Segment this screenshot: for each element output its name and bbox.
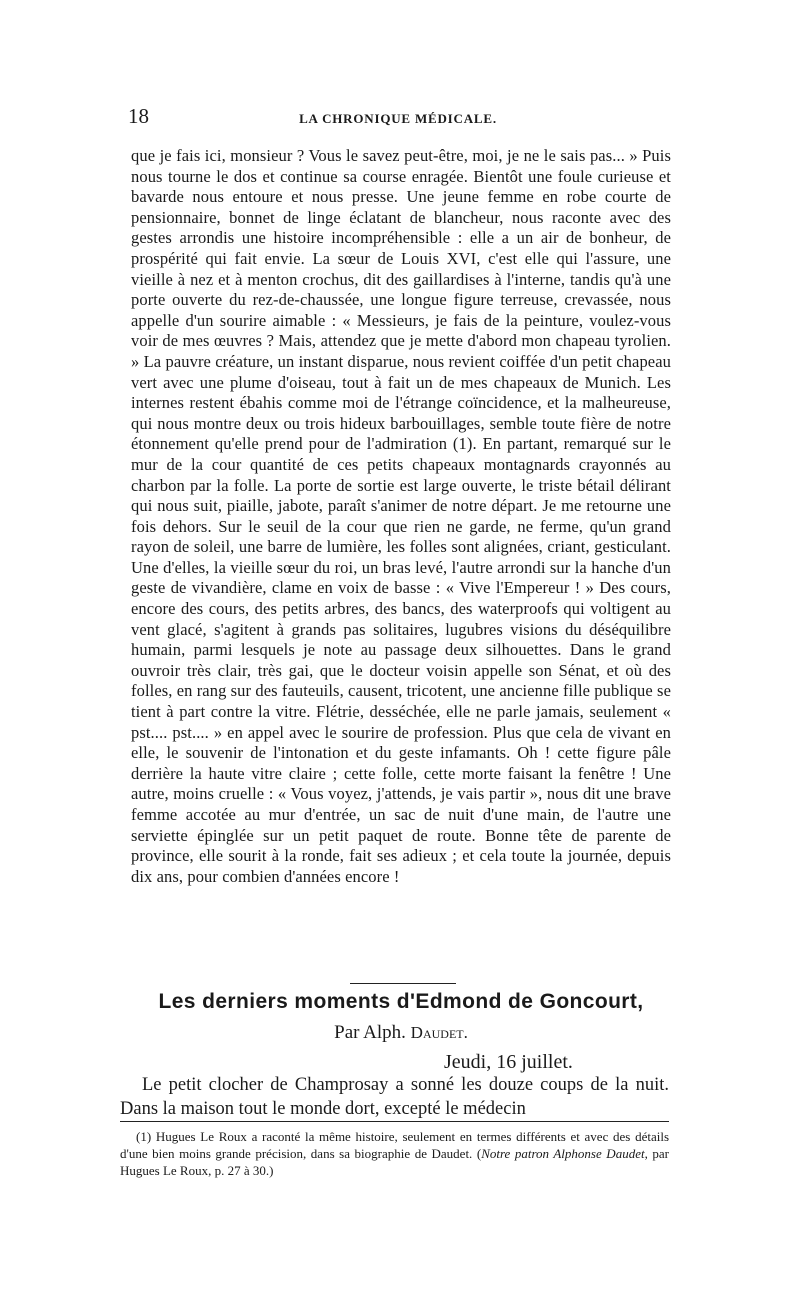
dateline: Jeudi, 16 juillet. xyxy=(444,1051,573,1073)
byline-prefix: Par Alph. xyxy=(334,1022,406,1043)
body-text-part-2: . En partant, remarqué sur le mur de la cour quantité de ces petits chapeaux montagnards crayonnés au charbon par la folle. La porte de sortie est large ouverte, le triste bétail délirant qui nous suit, piaille, jabote, paraît s'animer de notre départ. Je me retourne une fois dehors. Sur le seuil de la cour que rien ne garde, ne ferme, qu'un grand rayon de soleil, une barre de lumière, les folles sont alignées, criant, gesticulant. Une d'elles, la vieille sœur du roi, un bras levé, l'autre arrondi sur la hanche d'un geste de vivandière, clame en voix de basse : « Vive l'Empereur ! » Des cours, encore des cours, des petits arbres, des bancs, des waterproofs qui voltigent au vent glacé, s'agitent à grands pas solitaires, lugubres visions du déséquilibre humain, parmi lesquels je note au passage deux silhouettes. Dans le grand ouvroir très clair, très gai, que le docteur voisin appelle son Sénat, et où des folles, en rang sur des fauteuils, causent, tricotent, une ancienne fille publique se tient à part contre la vitre. Flétrie, desséchée, elle ne parle jamais, seulement « pst.... pst.... » en appel avec le sourire de profession. Plus que cela de vivant en elle, le souvenir de l'intonation et du geste infamants. Oh ! cette figure pâle derrière la haute vitre claire ; cette folle, cette morte faisant la fenêtre ! Une autre, moins cruelle : « Vous voyez, j'attends, je vais partir », nous dit une brave femme accotée au mur d'entrée, un sac de nuit d'une main, de l'autre une serviette épinglée sur un petit paquet de route. Bonne tête de parente de province, elle sourit à la ronde, fait ses adieux ; et cela toute la journée, depuis dix ans, pour combien d'années encore ! xyxy=(131,434,671,886)
section-title: Les derniers moments d'Edmond de Goncourt, xyxy=(158,990,644,1013)
page-header xyxy=(128,104,668,134)
footnote-text-after: , par Hugues Le Roux, p. 27 à 30.) xyxy=(120,1146,669,1178)
footnote-rule xyxy=(120,1121,669,1122)
section-opening-paragraph: Le petit clocher de Champrosay a sonné les douze coups de la nuit. Dans la maison tout le monde dort, excepté le médecin xyxy=(120,1075,669,1119)
running-title: LA CHRONIQUE MÉDICALE. xyxy=(299,111,497,126)
footnote-reference: (1) xyxy=(452,434,473,454)
byline-author: Daudet. xyxy=(410,1023,468,1042)
footnote xyxy=(120,1128,669,1179)
footnote-italic-title: Notre patron Alphonse Daudet xyxy=(481,1146,645,1161)
page-number: 18 xyxy=(128,104,149,128)
footnote-marker: (1) xyxy=(136,1129,152,1144)
section-divider xyxy=(350,983,456,984)
body-paragraph xyxy=(131,146,671,887)
section-byline xyxy=(131,1022,671,1044)
footnote-text-before: Hugues Le Roux a raconté la même histoire, seulement en termes différents et avec des détails d'une bien moins grande précision, dans sa biographie de Daudet. ( xyxy=(120,1129,670,1161)
body-text-part-1: que je fais ici, monsieur ? Vous le savez peut-être, moi, je ne le sais pas... » Puis nous tourne le dos et continue sa course enragée. Bientôt une foule curieuse et bavarde nous entoure et nous presse. Une jeune femme en robe courte de pensionnaire, bonnet de linge éclatant de blancheur, nous raconte avec des gestes arrondis une histoire incompréhensible : elle a un air de bonheur, de prospérité qui fait envie. La sœur de Louis XVI, c'est elle qui l'assure, une vieille à nez et à menton crochus, dit des gaillardises à l'interne, tandis qu'à une porte ouverte du rez-de-chaussée, une longue figure terreuse, crevassée, nous appelle d'un sourire aimable : « Messieurs, je fais de la peinture, voulez-vous voir de mes œuvres ? Mais, attendez que je mette d'abord mon chapeau tyrolien. » La pauvre créature, un instant disparue, nous revient coiffée d'un petit chapeau vert avec une plume d'oiseau, tout à fait un de mes chapeaux de Munich. Les internes restent ébahis comme moi de l'étrange coïncidence, et la malheureuse, qui nous montre deux ou trois hideux barbouillages, semble toute fière de notre étonnement qu'elle prend pour de l'admiration xyxy=(131,146,671,454)
